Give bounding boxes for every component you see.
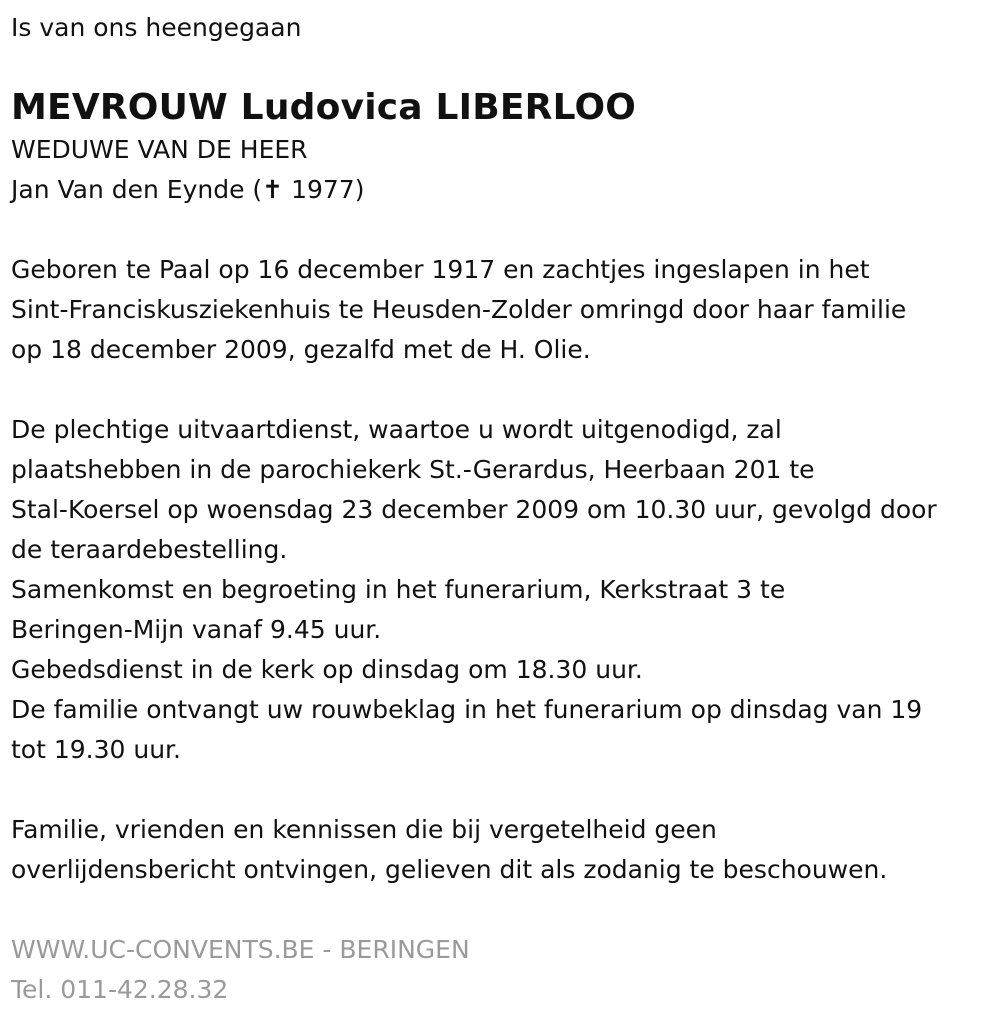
spacer [11, 890, 1000, 930]
spouse-text: Jan Van den Eynde (✝ 1977) [11, 175, 365, 204]
paragraph-line: plaatshebben in de parochiekerk St.-Gerardus, Heerbaan 201 te [11, 455, 815, 484]
service-paragraph [11, 410, 1000, 770]
footer [11, 930, 1000, 1010]
paragraph-line: Gebedsdienst in de kerk op dinsdag om 18.30 uur. [11, 655, 643, 684]
spacer [11, 370, 1000, 410]
spacer [11, 210, 1000, 250]
paragraph-line: de teraardebestelling. [11, 535, 288, 564]
relation-text: WEDUWE VAN DE HEER [11, 135, 308, 164]
paragraph-line: De plechtige uitvaartdienst, waartoe u wordt uitgenodigd, zal [11, 415, 782, 444]
footer-phone: Tel. 011-42.28.32 [11, 975, 229, 1004]
footer-website: WWW.UC-CONVENTS.BE - BERINGEN [11, 935, 470, 964]
paragraph-line: op 18 december 2009, gezalfd met de H. Olie. [11, 335, 591, 364]
paragraph-line: Familie, vrienden en kennissen die bij vergetelheid geen [11, 815, 717, 844]
paragraph-line: De familie ontvangt uw rouwbeklag in het funerarium op dinsdag van 19 [11, 695, 923, 724]
birth-death-paragraph [11, 250, 1000, 370]
paragraph-line: Stal-Koersel op woensdag 23 december 2009 om 10.30 uur, gevolgd door [11, 495, 937, 524]
paragraph-line: Beringen-Mijn vanaf 9.45 uur. [11, 615, 382, 644]
paragraph-line: Sint-Franciskusziekenhuis te Heusden-Zolder omringd door haar familie [11, 295, 907, 324]
deceased-name: MEVROUW Ludovica LIBERLOO [11, 87, 637, 128]
closing-paragraph [11, 810, 1000, 890]
intro-text: Is van ons heengegaan [11, 13, 302, 42]
paragraph-line: Samenkomst en begroeting in het funerarium, Kerkstraat 3 te [11, 575, 786, 604]
spacer [11, 770, 1000, 810]
paragraph-line: tot 19.30 uur. [11, 735, 181, 764]
paragraph-line: overlijdensbericht ontvingen, gelieven dit als zodanig te beschouwen. [11, 855, 888, 884]
paragraph-line: Geboren te Paal op 16 december 1917 en zachtjes ingeslapen in het [11, 255, 870, 284]
